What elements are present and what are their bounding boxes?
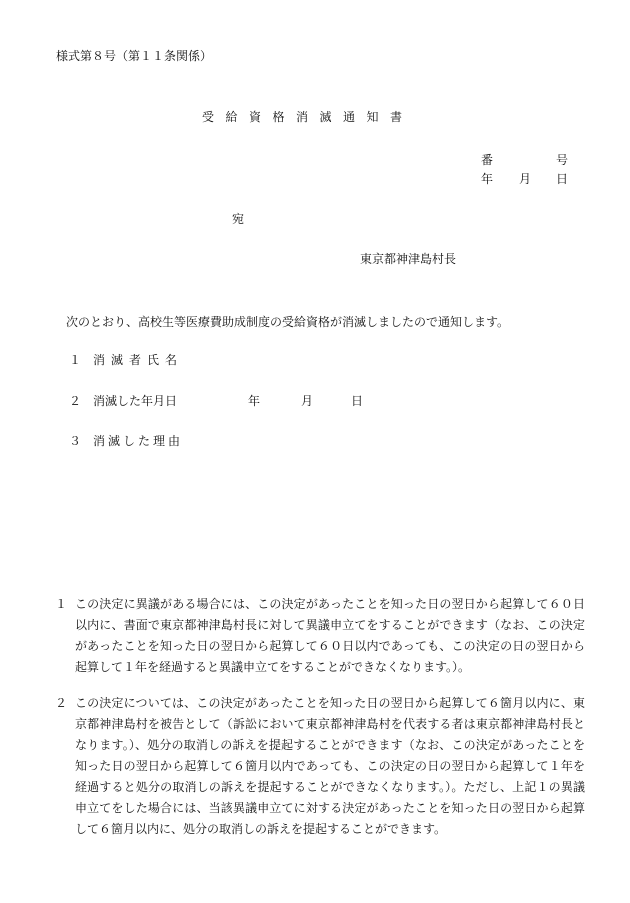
note-2: [55, 693, 585, 840]
note-2-text: この決定については、この決定があったことを知った日の翌日から起算して６箇月以内に、東京都神津島村を被告として（訴訟において東京都神津島村を代表する者は東京都神津島村長となります。）、処分の取消しの訴えを提起することができます（なお、この決定があったことを知った日の翌日から起算して６箇月以内であっても、この決定の日の翌日から起算して１年を経過すると処分の取消しの訴えを提起することができなくなります。）。ただし、上記１の異議申立てをした場合には、当該異議申立てに対する決定があったことを知った日の翌日から起算して６箇月以内に、処分の取消しの訴えを提起することができます。: [75, 696, 585, 836]
item-1-label: 消滅者氏名: [93, 353, 184, 367]
sender-name: 東京都神津島村長: [360, 252, 457, 266]
item-2-day-label: 日: [351, 394, 364, 408]
document-title: 受給資格消滅通知書: [202, 110, 414, 124]
item-2-month-label: 月: [301, 394, 314, 408]
note-1: [55, 594, 585, 678]
item-1-number: １: [69, 353, 82, 367]
document-number-char-1: 番: [481, 153, 494, 167]
date-day-label: 日: [556, 172, 569, 186]
item-3-label: 消滅した理由: [93, 434, 184, 448]
note-2-number: ２: [55, 696, 68, 710]
addressee-suffix: 宛: [232, 212, 245, 226]
intro-text: 次のとおり、高校生等医療費助成制度の受給資格が消滅しましたので通知します。: [66, 315, 510, 329]
note-1-number: １: [55, 597, 68, 611]
item-2-number: ２: [69, 394, 82, 408]
item-2-label: 消滅した年月日: [93, 394, 178, 408]
document-number-char-2: 号: [556, 153, 569, 167]
form-label: 様式第８号（第１１条関係）: [56, 49, 213, 63]
date-month-label: 月: [519, 172, 532, 186]
note-1-text: この決定に異議がある場合には、この決定があったことを知った日の翌日から起算して６０日以内に、書面で東京都神津島村長に対して異議申立てをすることができます（なお、この決定があったことを知った日の翌日から起算して６０日以内であっても、この決定の日の翌日から起算して１年を経過すると異議申立てをすることができなくなります。）。: [75, 597, 585, 674]
item-2-year-label: 年: [248, 394, 261, 408]
item-3-number: ３: [69, 434, 82, 448]
date-year-label: 年: [481, 172, 494, 186]
